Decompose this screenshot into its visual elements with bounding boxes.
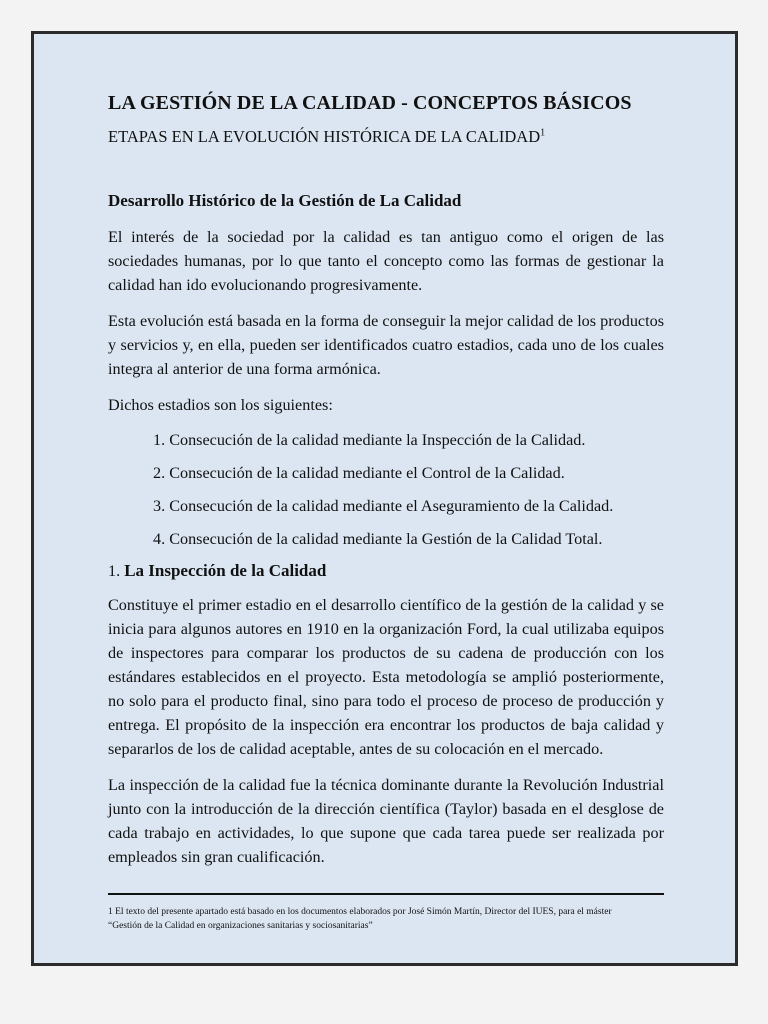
footnote-text: 1 El texto del presente apartado está basado en los documentos elaborados por José Simón Martín, Director del IUES, para el máster [108,907,612,917]
list-item: 3. Consecución de la calidad mediante el Aseguramiento de la Calidad. [153,497,614,515]
footnote-divider [108,893,664,895]
paragraph: La inspección de la calidad fue la técnica dominante durante la Revolución Industrial junto con la introducción de la dirección científica (Taylor) basada en el desglose de cada trabajo en actividades, lo que supone que cada tarea puede ser realizada por empleados sin gran cualificación. [108,776,664,866]
subtitle-text: ETAPAS EN LA EVOLUCIÓN HISTÓRICA DE LA CALIDAD [108,127,541,146]
list-item: 2. Consecución de la calidad mediante el Control de la Calidad. [153,464,565,482]
subsection-heading [108,561,664,581]
document-title: LA GESTIÓN DE LA CALIDAD - CONCEPTOS BÁSICOS [108,92,632,114]
subsection-label: La Inspección de la Calidad [124,561,327,580]
paragraph: Dichos estadios son los siguientes: [108,396,333,414]
document-subtitle [108,127,664,147]
paragraph: Constituye el primer estadio en el desarrollo científico de la gestión de la calidad y se inicia para algunos autores en 1910 en la organización Ford, la cual utilizaba equipos de inspectores para comparar los productos de su cadena de producción con los estándares establecidos en el proyecto. Esta metodología se amplió posteriormente, no solo para el producto final, sino para todo el proceso de proceso de producción y entrega. El propósito de la inspección era encontrar los productos de baja calidad y separarlos de los de calidad aceptable, antes de su colocación en el mercado. [108,596,664,758]
stages-list [108,428,664,551]
footnote-emphasis: “Gestión de la Calidad en organizaciones sanitarias y sociosanitarias” [108,921,373,931]
footnote [108,905,664,933]
section-heading: Desarrollo Histórico de la Gestión de La Calidad [108,191,462,210]
document-body [108,92,664,869]
list-item: 1. Consecución de la calidad mediante la Inspección de la Calidad. [153,431,586,449]
paragraph: El interés de la sociedad por la calidad es tan antiguo como el origen de las sociedades humanas, por lo que tanto el concepto como las formas de gestionar la calidad han ido evolucionando progresivamente. [108,228,664,294]
paragraph: Esta evolución está basada en la forma de conseguir la mejor calidad de los productos y servicios y, en ella, pueden ser identificados cuatro estadios, cada uno de los cuales integra al anterior de una forma armónica. [108,312,664,378]
footnote-reference: 1 [540,127,546,139]
list-item: 4. Consecución de la calidad mediante la Gestión de la Calidad Total. [153,530,603,548]
subsection-number: 1. [108,562,121,580]
document-page [31,31,738,966]
